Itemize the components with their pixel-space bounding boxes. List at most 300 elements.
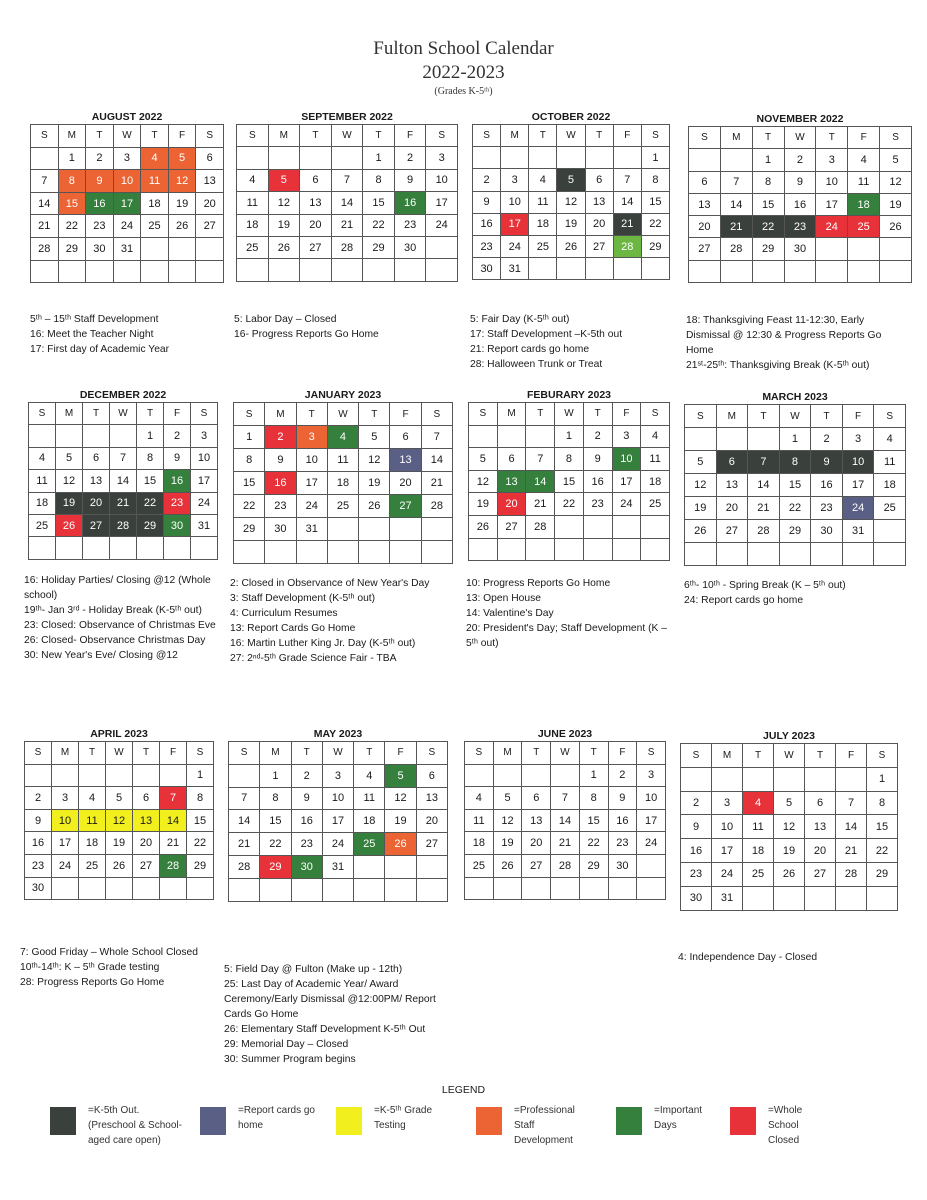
day-cell: 20: [196, 192, 224, 215]
day-cell: 23: [265, 495, 296, 518]
empty-cell: [196, 237, 224, 260]
day-cell: 2: [86, 147, 114, 170]
day-cell: 3: [637, 764, 666, 787]
empty-cell: [805, 886, 836, 910]
empty-cell: [613, 147, 641, 169]
week-row: [689, 193, 912, 215]
day-cell: 4: [743, 791, 774, 815]
day-cell: 19: [168, 192, 196, 215]
day-cell: 18: [529, 213, 557, 235]
month-grid: [684, 404, 906, 566]
empty-cell: [641, 515, 670, 538]
day-cell: 8: [579, 787, 608, 810]
weekday-header: S: [689, 127, 721, 149]
day-cell: 2: [811, 428, 843, 451]
day-cell: 17: [191, 470, 218, 492]
day-cell: 20: [497, 493, 526, 516]
day-cell: 16: [608, 809, 637, 832]
day-cell: 31: [296, 518, 327, 541]
day-cell: 27: [196, 215, 224, 238]
weekday-header: S: [874, 405, 906, 428]
day-cell: 15: [137, 470, 164, 492]
month-grid: [24, 741, 214, 900]
empty-cell: [79, 764, 106, 787]
weekday-header: T: [805, 744, 836, 768]
empty-cell: [110, 537, 137, 559]
month-notes: [30, 312, 230, 357]
day-cell: 20: [83, 492, 110, 514]
day-cell: 13: [716, 474, 748, 497]
day-cell: 6: [522, 787, 551, 810]
weekday-header: T: [354, 742, 385, 765]
week-row: [685, 543, 906, 566]
month-name: OCTOBER 2022: [531, 111, 611, 123]
day-cell: 7: [110, 447, 137, 469]
day-cell: 26: [168, 215, 196, 238]
week-row: [689, 171, 912, 193]
week-row: [229, 855, 448, 878]
week-row: [681, 839, 898, 863]
day-cell: 10: [637, 787, 666, 810]
week-row: [237, 169, 458, 191]
week-row: [465, 854, 666, 877]
day-cell: 29: [260, 855, 291, 878]
day-cell: 22: [779, 497, 811, 520]
empty-cell: [113, 260, 141, 283]
day-cell: 16: [86, 192, 114, 215]
day-cell: 18: [141, 192, 169, 215]
day-cell: 3: [612, 425, 641, 448]
day-cell: 1: [187, 764, 214, 787]
note-line: 4: Independence Day - Closed: [678, 952, 818, 963]
empty-cell: [137, 537, 164, 559]
note-line: 5: Fair Day (K-5ᵗʰ out): [470, 314, 570, 325]
day-cell: 29: [363, 236, 395, 258]
month-name: APRIL 2023: [90, 728, 148, 740]
weekday-header: F: [394, 125, 426, 147]
weekday-header: S: [29, 403, 56, 425]
day-cell: 16: [583, 470, 612, 493]
day-cell: 16: [25, 832, 52, 855]
week-row: [234, 449, 453, 472]
empty-cell: [237, 259, 269, 281]
week-row: [473, 169, 670, 191]
note-line: 26: Elementary Staff Development K-5ᵗʰ Out: [224, 1024, 426, 1035]
day-cell: 12: [493, 809, 522, 832]
day-cell: 11: [529, 191, 557, 213]
grades-subtitle: (Grades K-5ᵗʰ): [434, 86, 493, 97]
week-row: [465, 764, 666, 787]
empty-cell: [641, 258, 669, 280]
empty-cell: [551, 877, 580, 900]
month-january-2023: [233, 388, 453, 564]
day-cell: 14: [836, 815, 867, 839]
day-cell: 25: [79, 854, 106, 877]
note-line: 2: Closed in Observance of New Year's Day: [230, 578, 430, 589]
day-cell: 19: [268, 214, 300, 236]
week-row: [29, 470, 218, 492]
month-notes: [24, 573, 229, 663]
day-cell: 12: [880, 171, 912, 193]
empty-cell: [641, 538, 670, 561]
day-cell: 18: [354, 810, 385, 833]
day-cell: 20: [689, 216, 721, 238]
legend-item-yellow: [336, 1103, 486, 1149]
day-cell: 6: [716, 451, 748, 474]
day-cell: 19: [469, 493, 498, 516]
day-cell: 29: [579, 854, 608, 877]
day-cell: 30: [164, 514, 191, 536]
empty-cell: [58, 260, 86, 283]
empty-cell: [234, 541, 265, 564]
day-cell: 24: [816, 216, 848, 238]
empty-cell: [612, 515, 641, 538]
day-cell: 22: [234, 495, 265, 518]
week-row: [685, 428, 906, 451]
day-cell: 29: [641, 235, 669, 257]
legend-swatch: [476, 1107, 502, 1135]
note-line: 16: Meet the Teacher Night: [30, 329, 154, 340]
day-cell: 6: [300, 169, 332, 191]
day-cell: 21: [720, 216, 752, 238]
day-cell: 27: [585, 235, 613, 257]
day-cell: 6: [585, 169, 613, 191]
week-row: [229, 878, 448, 901]
legend-swatch: [336, 1107, 362, 1135]
day-cell: 30: [681, 886, 712, 910]
empty-cell: [265, 541, 296, 564]
empty-cell: [612, 538, 641, 561]
week-row: [237, 147, 458, 169]
empty-cell: [685, 543, 717, 566]
day-cell: 16: [394, 192, 426, 214]
day-cell: 13: [196, 170, 224, 193]
legend-label: =Important Days: [654, 1105, 703, 1131]
day-cell: 17: [296, 472, 327, 495]
day-cell: 22: [752, 216, 784, 238]
empty-cell: [141, 260, 169, 283]
day-cell: 3: [816, 149, 848, 171]
empty-cell: [300, 259, 332, 281]
day-cell: 18: [874, 474, 906, 497]
empty-cell: [681, 767, 712, 791]
day-cell: 26: [56, 514, 83, 536]
day-cell: 10: [296, 449, 327, 472]
month-august-2022: [30, 110, 224, 283]
month-grid: [30, 124, 224, 283]
day-cell: 26: [106, 854, 133, 877]
day-cell: 16: [473, 213, 501, 235]
note-line: 7: Good Friday – Whole School Closed: [20, 947, 198, 958]
day-cell: 24: [296, 495, 327, 518]
day-cell: 25: [641, 493, 670, 516]
empty-cell: [83, 425, 110, 447]
day-cell: 5: [385, 764, 416, 787]
week-row: [29, 447, 218, 469]
day-cell: 19: [774, 839, 805, 863]
week-row: [234, 472, 453, 495]
weekday-header: F: [613, 125, 641, 147]
day-cell: 8: [187, 787, 214, 810]
day-cell: 27: [805, 862, 836, 886]
weekday-header: W: [322, 742, 353, 765]
weekday-header: T: [748, 405, 780, 428]
empty-cell: [168, 237, 196, 260]
day-cell: 25: [743, 862, 774, 886]
note-line: 26: Closed- Observance Christmas Day: [24, 635, 206, 646]
empty-cell: [529, 147, 557, 169]
empty-cell: [720, 149, 752, 171]
empty-cell: [880, 260, 912, 282]
day-cell: 7: [836, 791, 867, 815]
legend-title: LEGEND: [441, 1084, 486, 1096]
legend-item-red: [730, 1103, 880, 1149]
empty-cell: [421, 518, 452, 541]
day-cell: 6: [805, 791, 836, 815]
week-row: [469, 470, 670, 493]
day-cell: 14: [551, 809, 580, 832]
day-cell: 14: [613, 191, 641, 213]
day-cell: 6: [689, 171, 721, 193]
day-cell: 20: [416, 810, 447, 833]
day-cell: 26: [268, 236, 300, 258]
day-cell: 28: [526, 515, 555, 538]
empty-cell: [359, 541, 390, 564]
empty-cell: [187, 877, 214, 900]
day-cell: 10: [612, 448, 641, 471]
day-cell: 27: [716, 520, 748, 543]
weekday-header: M: [497, 403, 526, 426]
empty-cell: [385, 855, 416, 878]
month-name: NOVEMBER 2022: [756, 113, 844, 125]
day-cell: 1: [234, 426, 265, 449]
day-cell: 30: [291, 855, 322, 878]
month-july-2023: [680, 729, 898, 911]
note-line: 16: Martin Luther King Jr. Day (K-5ᵗʰ out): [230, 638, 416, 649]
weekday-header: W: [331, 125, 363, 147]
week-row: [681, 886, 898, 910]
day-cell: 25: [327, 495, 358, 518]
empty-cell: [526, 425, 555, 448]
day-cell: 4: [79, 787, 106, 810]
day-cell: 28: [836, 862, 867, 886]
day-cell: 14: [748, 474, 780, 497]
week-row: [465, 809, 666, 832]
weekday-header: T: [300, 125, 332, 147]
empty-cell: [133, 877, 160, 900]
day-cell: 18: [641, 470, 670, 493]
empty-cell: [331, 147, 363, 169]
day-cell: 21: [613, 213, 641, 235]
week-row: [689, 260, 912, 282]
empty-cell: [583, 538, 612, 561]
day-cell: 30: [784, 238, 816, 260]
day-cell: 9: [291, 787, 322, 810]
note-line: 19ᵗʰ- Jan 3ʳᵈ - Holiday Break (K-5ᵗʰ out): [24, 605, 202, 616]
weekday-header: T: [291, 742, 322, 765]
day-cell: 8: [752, 171, 784, 193]
weekday-header: T: [86, 125, 114, 148]
day-cell: 11: [354, 787, 385, 810]
weekday-header: F: [160, 742, 187, 765]
day-cell: 10: [426, 169, 458, 191]
month-name: AUGUST 2022: [91, 111, 163, 123]
weekday-header: T: [811, 405, 843, 428]
day-cell: 5: [106, 787, 133, 810]
empty-cell: [689, 149, 721, 171]
week-row: [469, 493, 670, 516]
day-cell: 8: [58, 170, 86, 193]
empty-cell: [529, 258, 557, 280]
day-cell: 30: [265, 518, 296, 541]
weekday-header: S: [681, 744, 712, 768]
empty-cell: [583, 515, 612, 538]
day-cell: 8: [867, 791, 898, 815]
day-cell: 1: [363, 147, 395, 169]
day-cell: 6: [416, 764, 447, 787]
empty-cell: [52, 764, 79, 787]
day-cell: 14: [160, 809, 187, 832]
empty-cell: [465, 877, 494, 900]
day-cell: 17: [612, 470, 641, 493]
empty-cell: [867, 886, 898, 910]
note-line: 18: Thanksgiving Feast 11-12:30, Early Dismissal @ 12:30 & Progress Reports Go Home: [686, 315, 885, 356]
day-cell: 27: [689, 238, 721, 260]
weekday-header: T: [141, 125, 169, 148]
day-cell: 6: [196, 147, 224, 170]
weekday-header: S: [426, 125, 458, 147]
month-november-2022: [688, 112, 912, 283]
month-name: SEPTEMBER 2022: [301, 111, 393, 123]
month-december-2022: [28, 388, 218, 560]
day-cell: 30: [394, 236, 426, 258]
day-cell: 10: [52, 809, 79, 832]
empty-cell: [848, 260, 880, 282]
month-feburary-2023: [468, 388, 670, 561]
day-cell: 6: [497, 448, 526, 471]
empty-cell: [322, 878, 353, 901]
day-cell: 17: [52, 832, 79, 855]
month-name: MARCH 2023: [762, 391, 828, 403]
empty-cell: [268, 147, 300, 169]
day-cell: 9: [608, 787, 637, 810]
day-cell: 27: [416, 833, 447, 856]
note-line: 13: Report Cards Go Home: [230, 623, 356, 634]
day-cell: 17: [501, 213, 529, 235]
week-row: [25, 787, 214, 810]
week-row: [473, 147, 670, 169]
day-cell: 18: [848, 193, 880, 215]
weekday-header: W: [557, 125, 585, 147]
empty-cell: [331, 259, 363, 281]
weekday-header: M: [260, 742, 291, 765]
day-cell: 11: [79, 809, 106, 832]
month-grid: [233, 402, 453, 564]
day-cell: 22: [260, 833, 291, 856]
day-cell: 28: [331, 236, 363, 258]
empty-cell: [522, 877, 551, 900]
school-year: 2022-2023: [422, 62, 505, 83]
day-cell: 24: [712, 862, 743, 886]
day-cell: 5: [359, 426, 390, 449]
day-cell: 15: [641, 191, 669, 213]
day-cell: 18: [79, 832, 106, 855]
day-cell: 25: [141, 215, 169, 238]
day-cell: 12: [557, 191, 585, 213]
empty-cell: [133, 764, 160, 787]
day-cell: 13: [390, 449, 421, 472]
note-line: 27: 2ⁿᵈ-5ᵗʰ Grade Science Fair - TBA: [230, 653, 397, 664]
note-line: 16: Holiday Parties/ Closing @12 (Whole school): [24, 575, 214, 601]
day-cell: 14: [331, 192, 363, 214]
day-cell: 24: [322, 833, 353, 856]
day-cell: 28: [31, 237, 59, 260]
day-cell: 9: [164, 447, 191, 469]
day-cell: 5: [685, 451, 717, 474]
day-cell: 7: [229, 787, 260, 810]
day-cell: 14: [526, 470, 555, 493]
day-cell: 6: [390, 426, 421, 449]
day-cell: 29: [752, 238, 784, 260]
month-september-2022: [236, 110, 458, 282]
empty-cell: [465, 764, 494, 787]
day-cell: 27: [497, 515, 526, 538]
week-row: [234, 518, 453, 541]
empty-cell: [25, 764, 52, 787]
empty-cell: [816, 238, 848, 260]
empty-cell: [497, 425, 526, 448]
week-row: [681, 815, 898, 839]
week-row: [237, 192, 458, 214]
day-cell: 23: [394, 214, 426, 236]
day-cell: 12: [56, 470, 83, 492]
empty-cell: [637, 877, 666, 900]
note-line: 30: Summer Program begins: [224, 1054, 356, 1065]
weekday-header: F: [164, 403, 191, 425]
day-cell: 31: [712, 886, 743, 910]
note-line: 10: Progress Reports Go Home: [466, 578, 611, 589]
day-cell: 7: [613, 169, 641, 191]
day-cell: 24: [52, 854, 79, 877]
day-cell: 2: [583, 425, 612, 448]
day-cell: 5: [557, 169, 585, 191]
day-cell: 30: [608, 854, 637, 877]
day-cell: 30: [25, 877, 52, 900]
day-cell: 5: [56, 447, 83, 469]
empty-cell: [585, 258, 613, 280]
day-cell: 9: [473, 191, 501, 213]
day-cell: 6: [83, 447, 110, 469]
empty-cell: [743, 886, 774, 910]
day-cell: 10: [322, 787, 353, 810]
empty-cell: [811, 543, 843, 566]
month-name: JULY 2023: [763, 730, 815, 742]
day-cell: 28: [160, 854, 187, 877]
day-cell: 1: [58, 147, 86, 170]
weekday-header: M: [493, 742, 522, 765]
month-grid: [688, 126, 912, 283]
empty-cell: [842, 543, 874, 566]
day-cell: 21: [551, 832, 580, 855]
empty-cell: [327, 518, 358, 541]
month-june-2023: [464, 727, 666, 900]
empty-cell: [522, 764, 551, 787]
day-cell: 20: [133, 832, 160, 855]
week-row: [25, 764, 214, 787]
legend-label: =Whole School Closed: [768, 1105, 803, 1146]
week-row: [234, 495, 453, 518]
weekday-header: T: [743, 744, 774, 768]
